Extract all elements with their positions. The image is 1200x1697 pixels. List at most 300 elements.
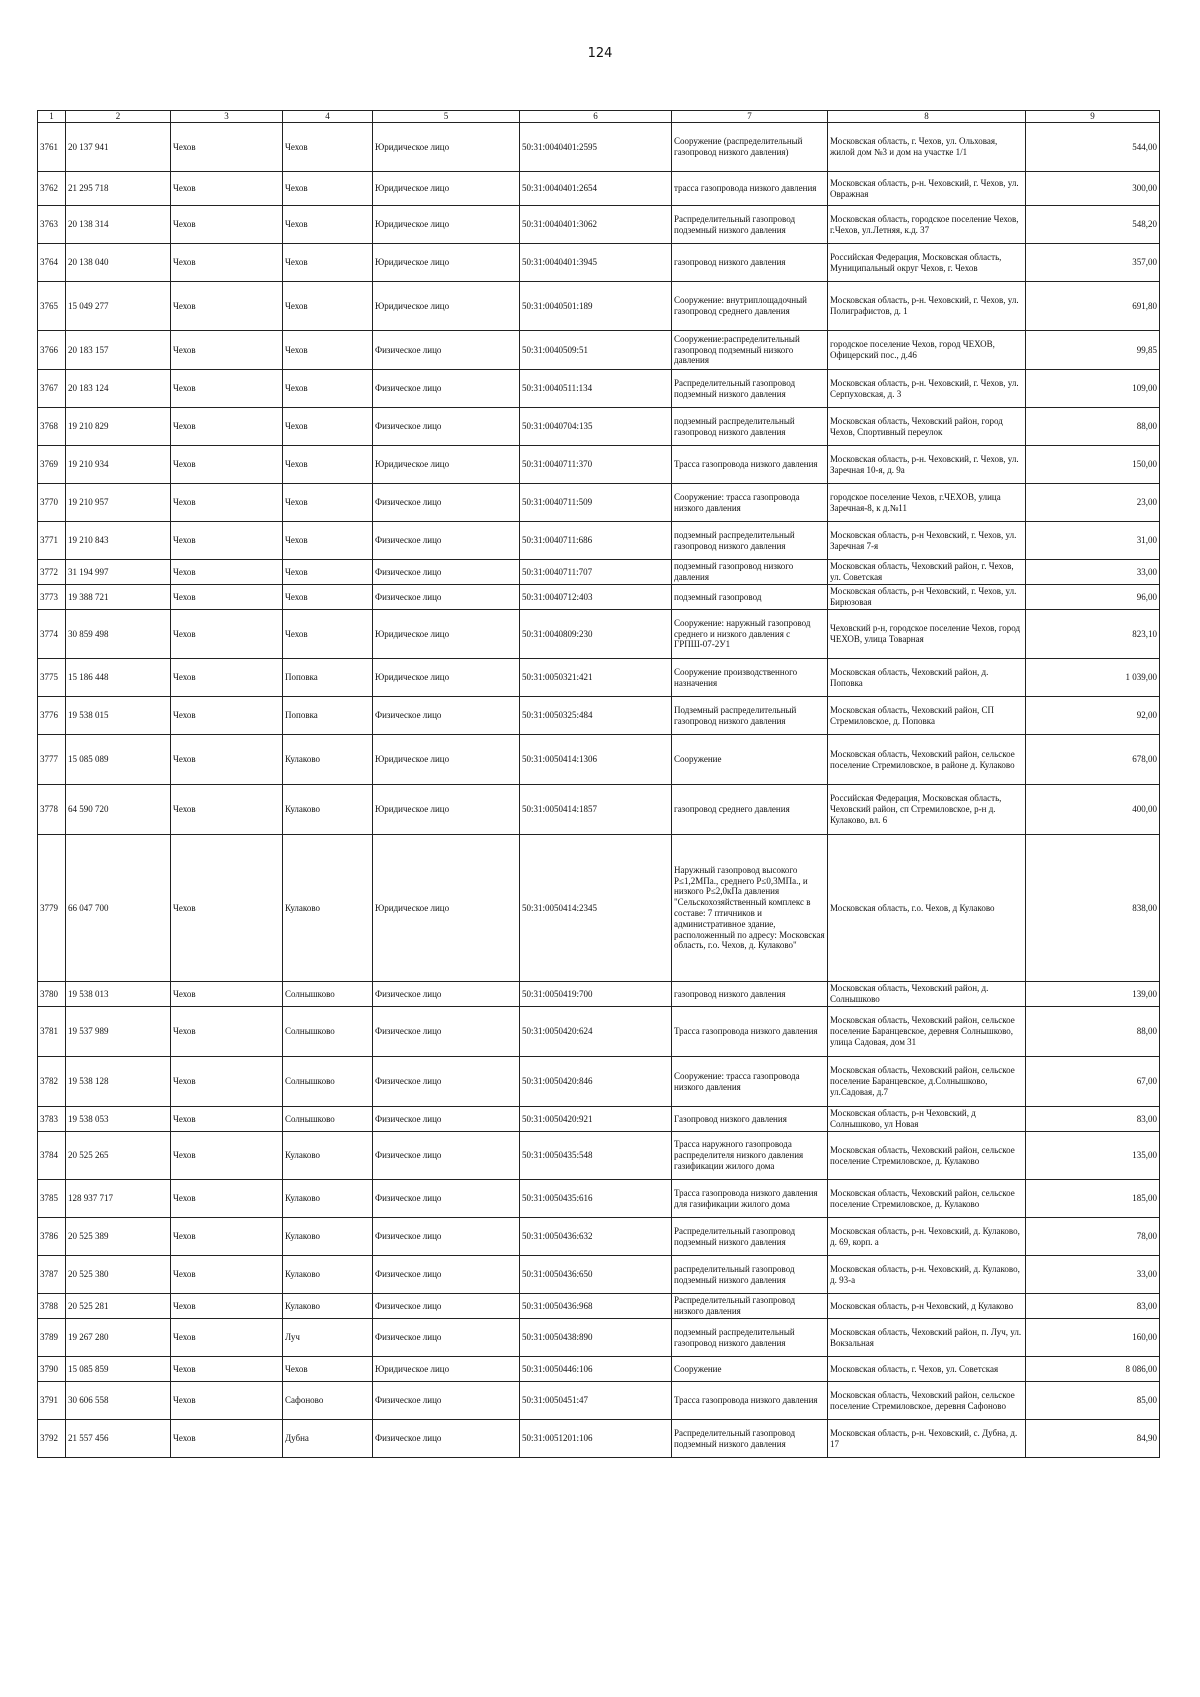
table-cell-col-9: 67,00 [1026, 1057, 1160, 1107]
table-cell-col-1: 3777 [38, 735, 66, 785]
table-cell-col-9: 83,00 [1026, 1107, 1160, 1132]
table-cell-col-7: Газопровод низкого давления [672, 1107, 828, 1132]
table-cell-col-9: 139,00 [1026, 982, 1160, 1007]
table-cell-col-7: подземный распределительный газопровод низкого давления [672, 522, 828, 560]
table-cell-col-8: Российская Федерация, Московская область, Чеховский район, сп Стремиловское, р-н д. Кулаково, вл. 6 [828, 785, 1026, 835]
table-cell-col-9: 1 039,00 [1026, 659, 1160, 697]
table-row [38, 370, 1160, 408]
table-row [38, 331, 1160, 370]
table-row [38, 408, 1160, 446]
table-cell-col-4: Дубна [283, 1420, 373, 1458]
table-cell-col-2: 19 210 843 [66, 522, 171, 560]
page-number: 124 [587, 46, 613, 61]
table-row [38, 522, 1160, 560]
column-header-3: 3 [171, 111, 283, 123]
table-cell-col-3: Чехов [171, 1256, 283, 1294]
table-cell-col-7: подземный распределительный газопровод низкого давления [672, 1319, 828, 1357]
table-cell-col-5: Юридическое лицо [373, 206, 520, 244]
table-cell-col-4: Луч [283, 1319, 373, 1357]
table-cell-col-9: 548,20 [1026, 206, 1160, 244]
table-cell-col-2: 19 538 053 [66, 1107, 171, 1132]
table-cell-col-4: Чехов [283, 123, 373, 172]
table-cell-col-7: Распределительный газопровод подземный низкого давления [672, 206, 828, 244]
table-cell-col-2: 19 537 989 [66, 1007, 171, 1057]
table-cell-col-1: 3770 [38, 484, 66, 522]
table-row [38, 1057, 1160, 1107]
table-row [38, 206, 1160, 244]
table-cell-col-5: Физическое лицо [373, 370, 520, 408]
table-cell-col-2: 20 138 040 [66, 244, 171, 282]
table-cell-col-5: Физическое лицо [373, 1057, 520, 1107]
table-cell-col-8: Московская область, Чеховский район, д. Поповка [828, 659, 1026, 697]
table-cell-col-7: газопровод среднего давления [672, 785, 828, 835]
table-cell-col-6: 50:31:0040401:2595 [520, 123, 672, 172]
table-cell-col-7: Трасса газопровода низкого давления [672, 1007, 828, 1057]
table-cell-col-3: Чехов [171, 1319, 283, 1357]
registry-table [37, 110, 1160, 1458]
table-cell-col-1: 3783 [38, 1107, 66, 1132]
table-cell-col-3: Чехов [171, 697, 283, 735]
table-cell-col-4: Кулаково [283, 835, 373, 982]
table-cell-col-4: Чехов [283, 408, 373, 446]
table-cell-col-9: 96,00 [1026, 585, 1160, 610]
table-cell-col-9: 135,00 [1026, 1132, 1160, 1180]
table-cell-col-6: 50:31:0050446:106 [520, 1357, 672, 1382]
table-cell-col-3: Чехов [171, 1107, 283, 1132]
table-cell-col-7: Трасса газопровода низкого давления [672, 446, 828, 484]
table-body [38, 123, 1160, 1458]
table-cell-col-3: Чехов [171, 370, 283, 408]
table-cell-col-4: Чехов [283, 560, 373, 585]
table-cell-col-9: 88,00 [1026, 1007, 1160, 1057]
table-cell-col-5: Физическое лицо [373, 1007, 520, 1057]
table-cell-col-8: Московская область, Чеховский район, сельское поселение Стремиловское, деревня Сафоново [828, 1382, 1026, 1420]
table-cell-col-6: 50:31:0050414:2345 [520, 835, 672, 982]
table-cell-col-7: Распределительный газопровод подземный низкого давления [672, 370, 828, 408]
table-cell-col-5: Юридическое лицо [373, 123, 520, 172]
table-cell-col-3: Чехов [171, 282, 283, 331]
table-cell-col-3: Чехов [171, 1382, 283, 1420]
table-cell-col-9: 150,00 [1026, 446, 1160, 484]
table-cell-col-8: Московская область, г. Чехов, ул. Ольховая, жилой дом №3 и дом на участке 1/1 [828, 123, 1026, 172]
table-cell-col-6: 50:31:0050435:616 [520, 1180, 672, 1218]
table-cell-col-8: Московская область, Чеховский район, город Чехов, Спортивный переулок [828, 408, 1026, 446]
table-row [38, 1357, 1160, 1382]
table-cell-col-9: 85,00 [1026, 1382, 1160, 1420]
table-cell-col-4: Солнышково [283, 1007, 373, 1057]
table-cell-col-6: 50:31:0050438:890 [520, 1319, 672, 1357]
table-cell-col-9: 823,10 [1026, 610, 1160, 659]
table-cell-col-2: 64 590 720 [66, 785, 171, 835]
column-header-2: 2 [66, 111, 171, 123]
table-cell-col-3: Чехов [171, 1294, 283, 1319]
table-cell-col-7: Сооружение: трасса газопровода низкого давления [672, 1057, 828, 1107]
table-cell-col-1: 3784 [38, 1132, 66, 1180]
table-cell-col-8: Московская область, Чеховский район, д. Солнышково [828, 982, 1026, 1007]
table-cell-col-6: 50:31:0050420:846 [520, 1057, 672, 1107]
table-row [38, 282, 1160, 331]
table-cell-col-5: Физическое лицо [373, 1132, 520, 1180]
table-cell-col-7: Сооружение:распределительный газопровод подземный низкого давления [672, 331, 828, 370]
table-cell-col-9: 33,00 [1026, 1256, 1160, 1294]
table-cell-col-7: Трасса наружного газопровода распределителя низкого давления газификации жилого дома [672, 1132, 828, 1180]
table-cell-col-4: Чехов [283, 610, 373, 659]
table-row [38, 659, 1160, 697]
column-header-7: 7 [672, 111, 828, 123]
column-header-8: 8 [828, 111, 1026, 123]
table-cell-col-3: Чехов [171, 1132, 283, 1180]
table-row [38, 172, 1160, 206]
table-cell-col-5: Физическое лицо [373, 697, 520, 735]
table-cell-col-3: Чехов [171, 659, 283, 697]
table-cell-col-1: 3775 [38, 659, 66, 697]
table-row [38, 446, 1160, 484]
table-cell-col-3: Чехов [171, 982, 283, 1007]
table-cell-col-6: 50:31:0040511:134 [520, 370, 672, 408]
table-cell-col-1: 3789 [38, 1319, 66, 1357]
table-cell-col-9: 31,00 [1026, 522, 1160, 560]
table-cell-col-8: Московская область, Чеховский район, сельское поселение Баранцевское, д.Солнышково, ул.Садовая, д.7 [828, 1057, 1026, 1107]
table-cell-col-1: 3772 [38, 560, 66, 585]
table-cell-col-9: 8 086,00 [1026, 1357, 1160, 1382]
table-cell-col-6: 50:31:0050325:484 [520, 697, 672, 735]
table-cell-col-8: Московская область, р-н. Чеховский, г. Чехов, ул. Овражная [828, 172, 1026, 206]
table-cell-col-9: 400,00 [1026, 785, 1160, 835]
table-cell-col-3: Чехов [171, 331, 283, 370]
table-cell-col-7: Распределительный газопровод подземный низкого давления [672, 1218, 828, 1256]
table-cell-col-1: 3792 [38, 1420, 66, 1458]
table-cell-col-1: 3765 [38, 282, 66, 331]
table-cell-col-3: Чехов [171, 560, 283, 585]
table-cell-col-1: 3764 [38, 244, 66, 282]
column-header-5: 5 [373, 111, 520, 123]
table-cell-col-4: Солнышково [283, 1107, 373, 1132]
column-header-4: 4 [283, 111, 373, 123]
table-cell-col-1: 3762 [38, 172, 66, 206]
table-cell-col-7: Сооружение производственного назначения [672, 659, 828, 697]
table-cell-col-8: городское поселение Чехов, город ЧЕХОВ, Офицерский пос., д.46 [828, 331, 1026, 370]
table-cell-col-5: Физическое лицо [373, 484, 520, 522]
table-cell-col-1: 3782 [38, 1057, 66, 1107]
table-cell-col-6: 50:31:0040401:3062 [520, 206, 672, 244]
table-cell-col-3: Чехов [171, 244, 283, 282]
table-cell-col-9: 83,00 [1026, 1294, 1160, 1319]
table-cell-col-5: Физическое лицо [373, 1319, 520, 1357]
table-cell-col-1: 3790 [38, 1357, 66, 1382]
table-cell-col-7: газопровод низкого давления [672, 244, 828, 282]
table-cell-col-9: 109,00 [1026, 370, 1160, 408]
table-cell-col-4: Чехов [283, 1357, 373, 1382]
table-header [38, 111, 1160, 123]
table-cell-col-3: Чехов [171, 408, 283, 446]
table-cell-col-7: Трасса газопровода низкого давления для газификации жилого дома [672, 1180, 828, 1218]
table-cell-col-2: 128 937 717 [66, 1180, 171, 1218]
table-row [38, 610, 1160, 659]
table-row [38, 1218, 1160, 1256]
table-cell-col-5: Юридическое лицо [373, 282, 520, 331]
table-cell-col-8: Московская область, Чеховский район, сельское поселение Баранцевское, деревня Солнышково, улица Садовая, дом 31 [828, 1007, 1026, 1057]
table-cell-col-2: 15 085 859 [66, 1357, 171, 1382]
table-cell-col-6: 50:31:0040704:135 [520, 408, 672, 446]
table-cell-col-5: Физическое лицо [373, 1218, 520, 1256]
table-cell-col-5: Физическое лицо [373, 522, 520, 560]
table-cell-col-5: Физическое лицо [373, 1107, 520, 1132]
table-cell-col-6: 50:31:0040712:403 [520, 585, 672, 610]
table-cell-col-5: Юридическое лицо [373, 785, 520, 835]
table-cell-col-5: Физическое лицо [373, 408, 520, 446]
table-row [38, 1420, 1160, 1458]
table-cell-col-7: Сооружение: внутриплощадочный газопровод среднего давления [672, 282, 828, 331]
table-row [38, 697, 1160, 735]
table-cell-col-2: 15 186 448 [66, 659, 171, 697]
table-cell-col-7: Сооружение [672, 1357, 828, 1382]
table-cell-col-8: Московская область, р-н. Чеховский, г. Чехов, ул. Заречная 10-я, д. 9а [828, 446, 1026, 484]
table-cell-col-3: Чехов [171, 206, 283, 244]
table-cell-col-4: Чехов [283, 206, 373, 244]
table-cell-col-4: Чехов [283, 370, 373, 408]
table-cell-col-9: 185,00 [1026, 1180, 1160, 1218]
table-cell-col-8: Московская область, Чеховский район, п. Луч, ул. Вокзальная [828, 1319, 1026, 1357]
table-cell-col-3: Чехов [171, 735, 283, 785]
table-cell-col-4: Чехов [283, 484, 373, 522]
table-cell-col-9: 544,00 [1026, 123, 1160, 172]
table-cell-col-7: газопровод низкого давления [672, 982, 828, 1007]
table-cell-col-7: Распределительный газопровод низкого давления [672, 1294, 828, 1319]
table-cell-col-1: 3781 [38, 1007, 66, 1057]
table-cell-col-9: 357,00 [1026, 244, 1160, 282]
table-cell-col-7: Сооружение: трасса газопровода низкого давления [672, 484, 828, 522]
table-cell-col-5: Физическое лицо [373, 1180, 520, 1218]
table-cell-col-2: 31 194 997 [66, 560, 171, 585]
table-cell-col-2: 66 047 700 [66, 835, 171, 982]
table-cell-col-6: 50:31:0040809:230 [520, 610, 672, 659]
table-cell-col-1: 3761 [38, 123, 66, 172]
table-cell-col-8: Московская область, р-н Чеховский, г. Чехов, ул. Бирюзовая [828, 585, 1026, 610]
table-cell-col-2: 20 137 941 [66, 123, 171, 172]
table-cell-col-7: трасса газопровода низкого давления [672, 172, 828, 206]
table-cell-col-8: городское поселение Чехов, г.ЧЕХОВ, улица Заречная-8, к д.№11 [828, 484, 1026, 522]
table-cell-col-5: Юридическое лицо [373, 172, 520, 206]
table-cell-col-3: Чехов [171, 1180, 283, 1218]
table-cell-col-4: Солнышково [283, 1057, 373, 1107]
table-row [38, 560, 1160, 585]
table-cell-col-3: Чехов [171, 1420, 283, 1458]
table-row [38, 123, 1160, 172]
table-cell-col-8: Чеховский р-н, городское поселение Чехов, город ЧЕХОВ, улица Товарная [828, 610, 1026, 659]
table-cell-col-4: Поповка [283, 697, 373, 735]
table-cell-col-6: 50:31:0040401:2654 [520, 172, 672, 206]
table-cell-col-3: Чехов [171, 484, 283, 522]
table-cell-col-4: Кулаково [283, 1256, 373, 1294]
table-cell-col-2: 20 525 380 [66, 1256, 171, 1294]
table-cell-col-5: Физическое лицо [373, 1256, 520, 1294]
table-cell-col-1: 3774 [38, 610, 66, 659]
table-cell-col-8: Московская область, г.о. Чехов, д Кулаково [828, 835, 1026, 982]
table-cell-col-1: 3778 [38, 785, 66, 835]
table-cell-col-9: 160,00 [1026, 1319, 1160, 1357]
table-cell-col-6: 50:31:0050414:1857 [520, 785, 672, 835]
table-cell-col-6: 50:31:0040401:3945 [520, 244, 672, 282]
table-cell-col-5: Юридическое лицо [373, 735, 520, 785]
table-cell-col-4: Чехов [283, 172, 373, 206]
table-cell-col-6: 50:31:0050435:548 [520, 1132, 672, 1180]
table-cell-col-4: Сафоново [283, 1382, 373, 1420]
table-cell-col-8: Московская область, р-н Чеховский, д Солнышково, ул Новая [828, 1107, 1026, 1132]
table-cell-col-2: 20 183 157 [66, 331, 171, 370]
table-cell-col-8: Московская область, Чеховский район, г. Чехов, ул. Советская [828, 560, 1026, 585]
table-cell-col-6: 50:31:0050436:968 [520, 1294, 672, 1319]
table-cell-col-8: Московская область, р-н. Чеховский, г. Чехов, ул. Полиграфистов, д. 1 [828, 282, 1026, 331]
table-cell-col-2: 30 606 558 [66, 1382, 171, 1420]
table-cell-col-5: Юридическое лицо [373, 1357, 520, 1382]
table-cell-col-8: Московская область, р-н. Чеховский, д. Кулаково, д. 69, корп. а [828, 1218, 1026, 1256]
table-cell-col-5: Физическое лицо [373, 982, 520, 1007]
table-cell-col-2: 19 267 280 [66, 1319, 171, 1357]
table-row [38, 1007, 1160, 1057]
table-row [38, 735, 1160, 785]
table-cell-col-5: Физическое лицо [373, 1382, 520, 1420]
table-cell-col-7: Сооружение (распределительный газопровод низкого давления) [672, 123, 828, 172]
table-cell-col-7: подземный газопровод [672, 585, 828, 610]
table-row [38, 835, 1160, 982]
table-cell-col-4: Поповка [283, 659, 373, 697]
table-cell-col-2: 19 388 721 [66, 585, 171, 610]
table-cell-col-9: 92,00 [1026, 697, 1160, 735]
table-row [38, 1107, 1160, 1132]
table-cell-col-9: 300,00 [1026, 172, 1160, 206]
table-cell-col-3: Чехов [171, 446, 283, 484]
table-cell-col-7: Сооружение: наружный газопровод среднего и низкого давления с ГРПШ-07-2У1 [672, 610, 828, 659]
table-cell-col-1: 3773 [38, 585, 66, 610]
table-cell-col-1: 3788 [38, 1294, 66, 1319]
table-cell-col-7: подземный распределительный газопровод низкого давления [672, 408, 828, 446]
table-cell-col-5: Юридическое лицо [373, 446, 520, 484]
table-cell-col-2: 30 859 498 [66, 610, 171, 659]
table-cell-col-6: 50:31:0050419:700 [520, 982, 672, 1007]
table-cell-col-4: Чехов [283, 282, 373, 331]
table-cell-col-1: 3768 [38, 408, 66, 446]
table-cell-col-5: Физическое лицо [373, 331, 520, 370]
table-cell-col-7: распределительный газопровод подземный низкого давления [672, 1256, 828, 1294]
table-cell-col-6: 50:31:0051201:106 [520, 1420, 672, 1458]
table-cell-col-8: Московская область, Чеховский район, сельское поселение Стремиловское, д. Кулаково [828, 1132, 1026, 1180]
table-cell-col-9: 838,00 [1026, 835, 1160, 982]
table-cell-col-4: Кулаково [283, 1218, 373, 1256]
column-header-1: 1 [38, 111, 66, 123]
table-cell-col-4: Чехов [283, 522, 373, 560]
table-cell-col-1: 3771 [38, 522, 66, 560]
table-cell-col-6: 50:31:0040711:686 [520, 522, 672, 560]
table-cell-col-5: Юридическое лицо [373, 835, 520, 982]
table-cell-col-4: Чехов [283, 446, 373, 484]
table-cell-col-3: Чехов [171, 1057, 283, 1107]
table-cell-col-6: 50:31:0040501:189 [520, 282, 672, 331]
table-cell-col-8: Московская область, г. Чехов, ул. Советская [828, 1357, 1026, 1382]
table-cell-col-3: Чехов [171, 123, 283, 172]
table-cell-col-3: Чехов [171, 585, 283, 610]
table-cell-col-8: Московская область, городское поселение Чехов, г.Чехов, ул.Летняя, к.д. 37 [828, 206, 1026, 244]
table-cell-col-9: 88,00 [1026, 408, 1160, 446]
table-cell-col-2: 21 295 718 [66, 172, 171, 206]
table-cell-col-8: Московская область, Чеховский район, СП Стремиловское, д. Поповка [828, 697, 1026, 735]
table-row [38, 585, 1160, 610]
table-cell-col-1: 3779 [38, 835, 66, 982]
table-cell-col-8: Российская Федерация, Московская область, Муниципальный округ Чехов, г. Чехов [828, 244, 1026, 282]
table-cell-col-6: 50:31:0040509:51 [520, 331, 672, 370]
table-cell-col-8: Московская область, р-н. Чеховский, д. Кулаково, д. 93-а [828, 1256, 1026, 1294]
table-row [38, 484, 1160, 522]
table-cell-col-1: 3767 [38, 370, 66, 408]
table-cell-col-4: Чехов [283, 585, 373, 610]
table-cell-col-8: Московская область, Чеховский район, сельское поселение Стремиловское, в районе д. Кулаково [828, 735, 1026, 785]
table-cell-col-9: 678,00 [1026, 735, 1160, 785]
table-cell-col-3: Чехов [171, 1357, 283, 1382]
table-row [38, 1294, 1160, 1319]
table-cell-col-4: Солнышково [283, 982, 373, 1007]
table-cell-col-4: Кулаково [283, 735, 373, 785]
table-cell-col-1: 3769 [38, 446, 66, 484]
table-cell-col-2: 19 538 013 [66, 982, 171, 1007]
table-cell-col-2: 21 557 456 [66, 1420, 171, 1458]
table-cell-col-7: Трасса газопровода низкого давления [672, 1382, 828, 1420]
table-row [38, 785, 1160, 835]
table-cell-col-6: 50:31:0040711:509 [520, 484, 672, 522]
table-cell-col-1: 3780 [38, 982, 66, 1007]
table-cell-col-2: 19 210 957 [66, 484, 171, 522]
table-cell-col-6: 50:31:0050436:632 [520, 1218, 672, 1256]
table-cell-col-3: Чехов [171, 610, 283, 659]
table-cell-col-6: 50:31:0050420:921 [520, 1107, 672, 1132]
table-cell-col-6: 50:31:0050420:624 [520, 1007, 672, 1057]
column-header-6: 6 [520, 111, 672, 123]
table-cell-col-5: Физическое лицо [373, 560, 520, 585]
table-cell-col-7: подземный газопровод низкого давления [672, 560, 828, 585]
table-cell-col-2: 20 138 314 [66, 206, 171, 244]
table-cell-col-9: 691,80 [1026, 282, 1160, 331]
column-header-9: 9 [1026, 111, 1160, 123]
table-cell-col-2: 19 210 829 [66, 408, 171, 446]
table-cell-col-5: Юридическое лицо [373, 244, 520, 282]
table-cell-col-2: 19 538 015 [66, 697, 171, 735]
table-cell-col-4: Чехов [283, 244, 373, 282]
table-row [38, 244, 1160, 282]
table-cell-col-1: 3786 [38, 1218, 66, 1256]
table-cell-col-6: 50:31:0050436:650 [520, 1256, 672, 1294]
table-cell-col-8: Московская область, р-н. Чеховский, с. Дубна, д. 17 [828, 1420, 1026, 1458]
table-cell-col-2: 20 525 265 [66, 1132, 171, 1180]
table-cell-col-8: Московская область, р-н Чеховский, г. Чехов, ул. Заречная 7-я [828, 522, 1026, 560]
table-cell-col-3: Чехов [171, 1007, 283, 1057]
table-cell-col-7: Сооружение [672, 735, 828, 785]
table-cell-col-5: Физическое лицо [373, 1294, 520, 1319]
table-cell-col-9: 33,00 [1026, 560, 1160, 585]
table-cell-col-5: Юридическое лицо [373, 659, 520, 697]
table-cell-col-4: Кулаково [283, 1180, 373, 1218]
table-cell-col-8: Московская область, Чеховский район, сельское поселение Стремиловское, д. Кулаково [828, 1180, 1026, 1218]
table-cell-col-9: 84,90 [1026, 1420, 1160, 1458]
table-row [38, 1382, 1160, 1420]
table-cell-col-3: Чехов [171, 522, 283, 560]
table-cell-col-6: 50:31:0050321:421 [520, 659, 672, 697]
table-cell-col-3: Чехов [171, 835, 283, 982]
table-cell-col-9: 23,00 [1026, 484, 1160, 522]
table-cell-col-5: Физическое лицо [373, 585, 520, 610]
table-cell-col-4: Кулаково [283, 1132, 373, 1180]
table-cell-col-7: Наружный газопровод высокого Р≤1,2МПа., среднего Р≤0,3МПа., и низкого Р≤2,0кПа давления "Сельскохозяйственный комплекс в составе: 7 птичников и административное здание, расположенный по адресу: Московская область, г.о. Чехов, д. Кулаково" [672, 835, 828, 982]
table-row [38, 1256, 1160, 1294]
table-cell-col-2: 15 049 277 [66, 282, 171, 331]
table-cell-col-2: 20 525 281 [66, 1294, 171, 1319]
